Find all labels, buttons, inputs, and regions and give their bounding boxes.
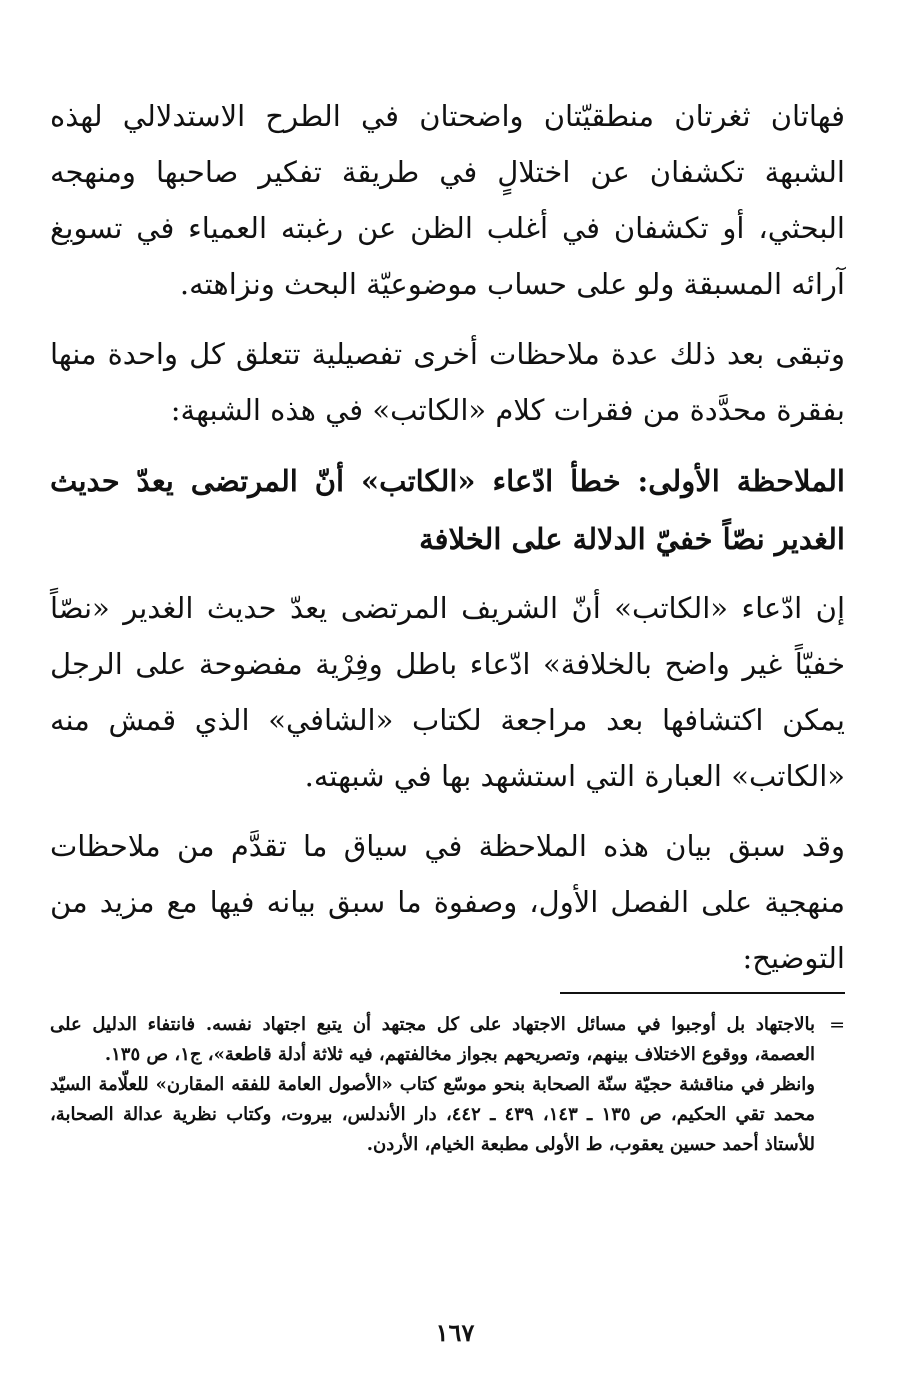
paragraph-1: فهاتان ثغرتان منطقيّتان واضحتان في الطرح الاستدلالي لهذه الشبهة تكشفان عن اختلالٍ في طريقة تفكير صاحبها ومنهجه البحثي، أو تكشفان في أغلب الظن عن رغبته العمياء في تسويغ آرائه المسبقة ولو على حساب موضوعيّة البحث ونزاهته.	[50, 99, 845, 301]
main-text	[50, 88, 845, 1000]
footnote-paragraph-1: بالاجتهاد بل أوجبوا في مسائل الاجتهاد على كل مجتهد أن يتبع اجتهاد نفسه. فانتفاء الدليل على العصمة، ووقوع الاختلاف بينهم، وتصريحهم بجواز مخالفتهم، فيه ثلاثة أدلة قاطعة»، ج١، ص ١٣٥.	[50, 1014, 815, 1065]
footnote-continuation-marker: =	[829, 1014, 845, 1036]
footnote-body	[50, 1010, 815, 1160]
footnotes	[50, 1010, 845, 1160]
paragraph-4: وقد سبق بيان هذه الملاحظة في سياق ما تقدَّم من ملاحظات منهجية على الفصل الأول، وصفوة ما سبق بيانه فيها مع مزيد من التوضيح:	[50, 829, 845, 975]
paragraph-2: وتبقى بعد ذلك عدة ملاحظات أخرى تفصيلية تتعلق كل واحدة منها بفقرة محدَّدة من فقرات كلام «الكاتب» في هذه الشبهة:	[50, 337, 845, 427]
footnote-block	[50, 1010, 845, 1160]
section-heading: الملاحظة الأولى: خطأ ادّعاء «الكاتب» أنّ المرتضى يعدّ حديث الغدير نصّاً خفيّ الدلالة على الخلافة	[50, 464, 845, 556]
paragraph-3: إن ادّعاء «الكاتب» أنّ الشريف المرتضى يعدّ حديث الغدير «نصّاً خفيّاً غير واضح بالخلافة» ادّعاء باطل وفِرْية مفضوحة على الرجل يمكن اكتشافها بعد مراجعة لكتاب «الشافي» الذي قمش منه «الكاتب» العبارة التي استشهد بها في شبهته.	[50, 591, 845, 793]
footnote-paragraph-2: وانظر في مناقشة حجيّة سنّة الصحابة بنحو موسّع كتاب «الأصول العامة للفقه المقارن» للعلّامة السيّد محمد تقي الحكيم، ص ١٣٥ ـ ١٤٣، ٤٣٩ ـ ٤٤٢، دار الأندلس، بيروت، وكتاب نظرية عدالة الصحابة، للأستاذ أحمد حسين يعقوب، ط الأولى مطبعة الخيام، الأردن.	[50, 1074, 815, 1155]
page-number: ١٦٧	[435, 1318, 475, 1347]
footnote-separator	[560, 992, 845, 994]
